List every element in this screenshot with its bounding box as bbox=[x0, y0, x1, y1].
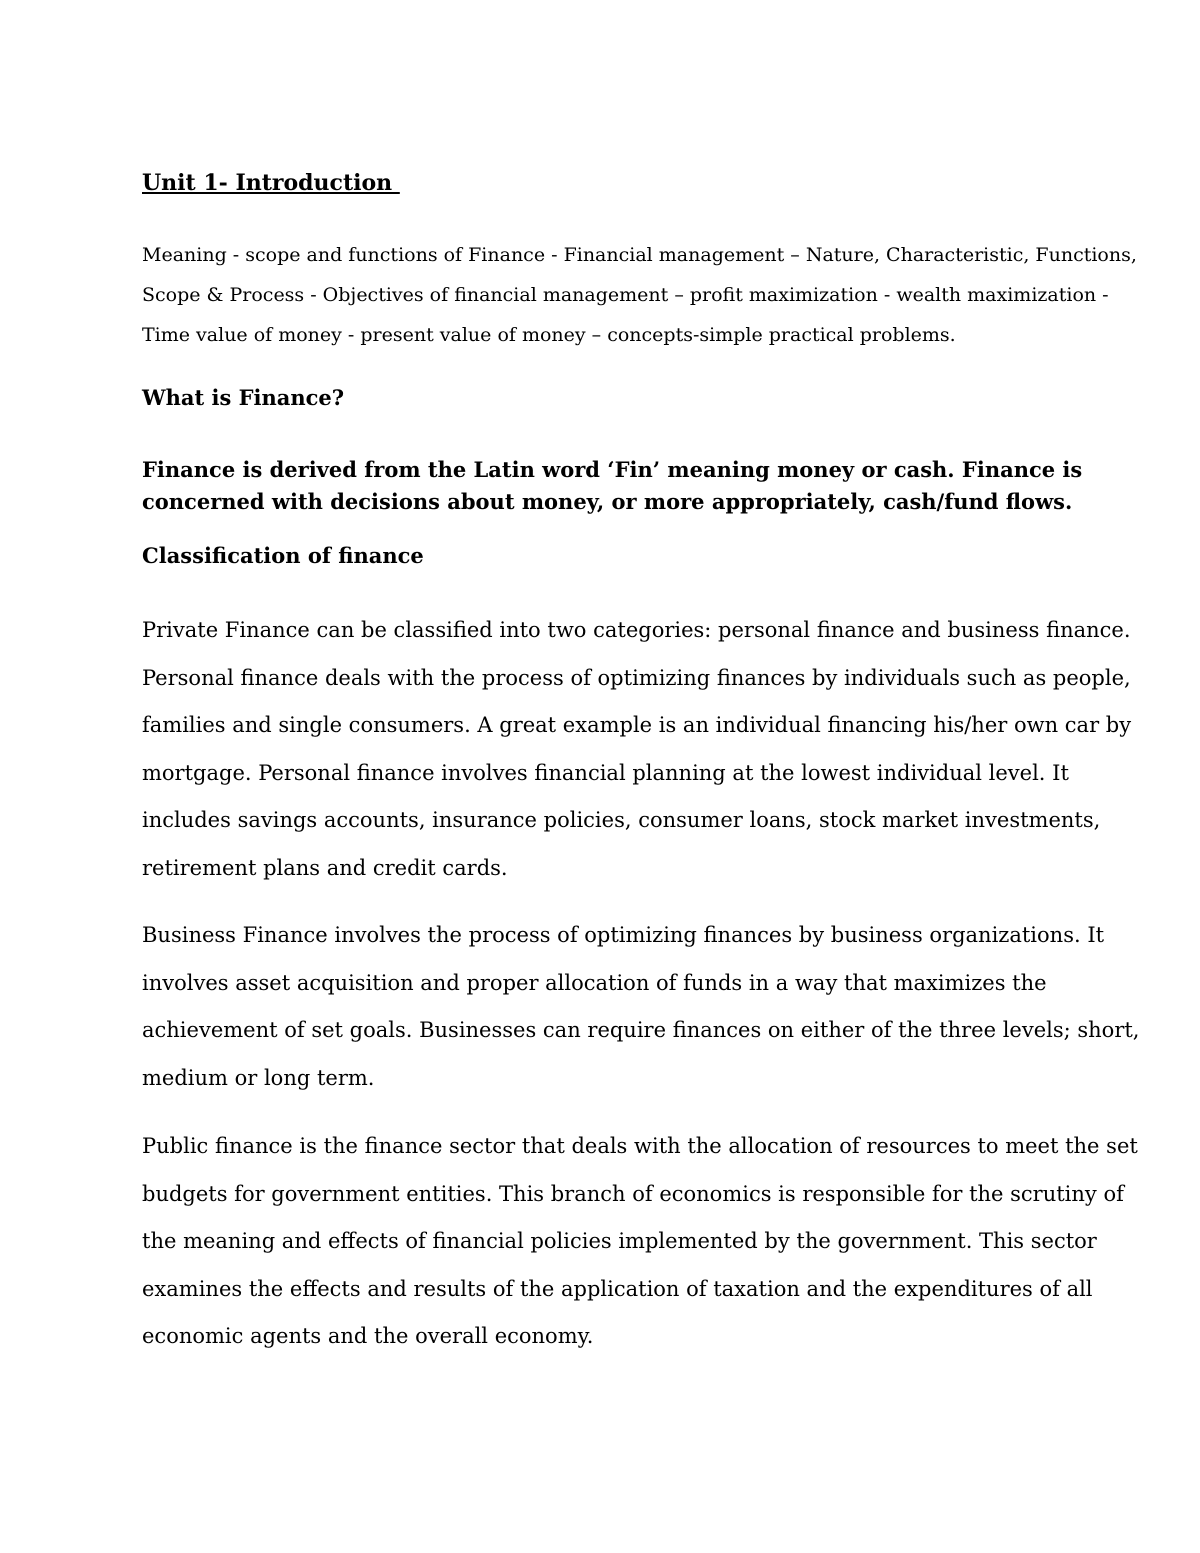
what-is-finance-heading: What is Finance? bbox=[142, 385, 345, 410]
private-finance-paragraph: Private Finance can be classified into two categories: personal finance and business finance. Personal finance deals with the process of optimizing finances by individuals such as people, families and single consumers. A great example is an individual financing his/her own car by mortgage. Personal finance involves financial planning at the lowest individual level. It includes savings accounts, insurance policies, consumer loans, stock market investments, retirement plans and credit cards. bbox=[142, 618, 1132, 880]
unit-title: Unit 1- Introduction bbox=[142, 170, 400, 196]
classification-heading: Classification of finance bbox=[142, 543, 424, 568]
syllabus-text: Meaning - scope and functions of Finance - Financial management – Nature, Characteristic, Functions, Scope & Process - Objectives of financial management – profit maximization - wealth maximization - Time value of money - present value of money – concepts-simple practical problems. bbox=[142, 244, 1137, 346]
business-finance-paragraph: Business Finance involves the process of optimizing finances by business organizations. It involves asset acquisition and proper allocation of funds in a way that maximizes the achievement of set goals. Businesses can require finances on either of the three levels; short, medium or long term. bbox=[142, 923, 1140, 1090]
public-finance-paragraph: Public finance is the finance sector that deals with the allocation of resources to meet the set budgets for government entities. This branch of economics is responsible for the scrutiny of the meaning and effects of financial policies implemented by the government. This sector examines the effects and results of the application of taxation and the expenditures of all economic agents and the overall economy. bbox=[142, 1134, 1138, 1349]
finance-definition: Finance is derived from the Latin word ‘Fin’ meaning money or cash. Finance is concerned with decisions about money, or more appropriately, cash/fund flows. bbox=[142, 457, 1083, 514]
